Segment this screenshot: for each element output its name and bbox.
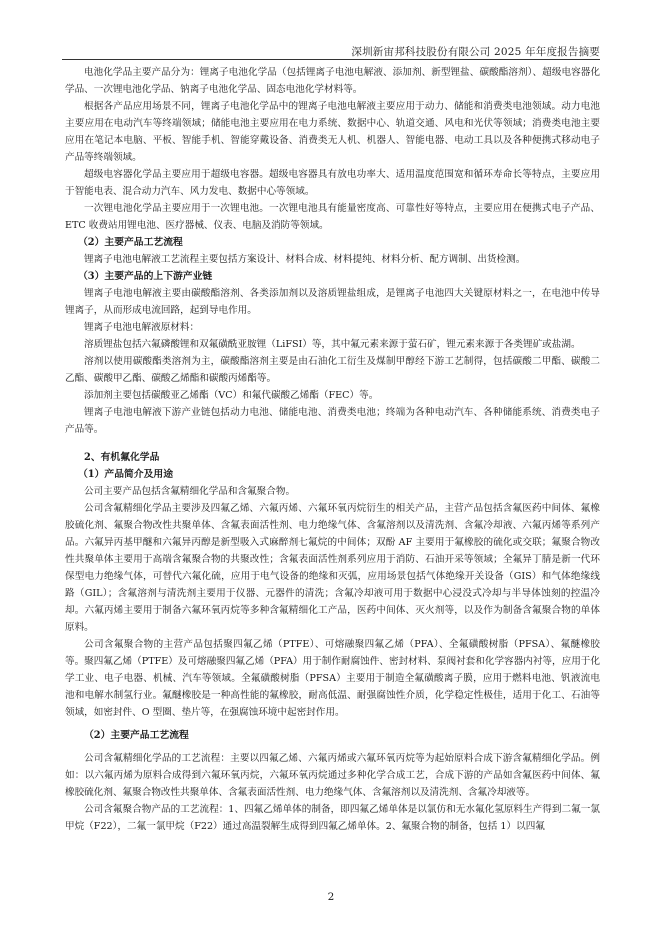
paragraph: 溶质锂盐包括六氟磷酸锂和双氟磺酰亚胺锂（LiFSI）等，其中氟元素来源于萤石矿，锂元素来源于各类锂矿或盐湖。 [84,339,581,350]
page-body [65,64,600,835]
paragraph: 公司含氟聚合物的主营产品包括聚四氟乙烯（PTFE）、可熔融聚四氟乙烯（PFA）、全氟磺酸树脂（PFSA）、氟醚橡胶等。聚四氟乙烯（PTFE）及可熔融聚四氟乙烯（PFA）用于制作耐腐蚀件、密封材料、泵阀衬套和化学容器内衬等，应用于化学工业、电子电器、机械、汽车等领域。全氟磺酸树脂（PFSA）主要用于制造全氟磺酸离子膜，应用于燃料电池、钒液流电池和电解水制氢行业。氟醚橡胶是一种高性能的氟橡胶，耐高低温、耐强腐蚀性介质，化学稳定性极佳，适用于化工、石油等领域，如密封件、O 型圈、垫片等，在强腐蚀环境中起密封作用。 [65,639,600,718]
subsection-heading: （3）主要产品的上下游产业链 [78,271,213,282]
paragraph: 锂离子电池电解液工艺流程主要包括方案设计、材料合成、材料提纯、材料分析、配方调制、出货检测。 [84,254,526,265]
header-divider [62,59,600,60]
paragraph: 公司主要产品包括含氟精细化学品和含氟聚合物。 [84,486,296,497]
paragraph: 锂离子电池电解液原材料： [84,322,200,333]
page-number: 2 [327,891,335,903]
paragraph: 一次锂电池化学品主要应用于一次锂电池。一次锂电池具有能量密度高、可靠性好等特点，主要应用在便携式电子产品、ETC 收费站用锂电池、医疗器械、仪表、电脑及消防等领域。 [65,203,600,231]
paragraph: 公司含氟精细化学品主要涉及四氟乙烯、六氟丙烯、六氟环氧丙烷衍生的相关产品，主营产品包括含氟医药中间体、氟橡胶硫化剂、氟聚合物改性共聚单体、含氟表面活性剂、电力绝缘气体、含氟溶剂以及清洗剂、含氟冷却液、六氟丙烯等系列产品。六氟异丙基甲醚和六氟异丙醇是新型吸入式麻醉剂七氟烷的中间体；双酚 AF 主要用于氟橡胶的硫化或交联；氟聚合物改性共聚单体主要用于高端含氟聚合物的共聚改性；含氟表面活性剂系列应用于消防、石油开采等领域；全氟异丁腈是新一代环保型电力绝缘气体，可替代六氟化硫，应用于电气设备的绝缘和灭弧，应用场景包括气体绝缘开关设备（GIS）和气体绝缘线路（GIL）；含氟溶剂与清洗剂主要用于仪器、元器件的清洗；含氟冷却液可用于数据中心浸没式冷却与半导体蚀刻的控温冷却。六氟丙烯主要用于制备六氟环氧丙烷等多种含氟精细化工产品，医药中间体、灭火剂等，以及作为制备含氟聚合物的单体原料。 [65,503,600,633]
page-header: 深圳新宙邦科技股份有限公司 2025 年年度报告摘要 [351,46,600,58]
paragraph: 电池化学品主要产品分为：锂离子电池化学品（包括锂离子电池电解液、添加剂、新型锂盐、碳酸酯溶剂）、超级电容器化学品、一次锂电池化学品、钠离子电池化学品、固态电池化学材料等。 [65,67,600,95]
paragraph: 锂离子电池电解液主要由碳酸酯溶剂、各类添加剂以及溶质锂盐组成，是锂离子电池四大关键原材料之一，在电池中传导锂离子，从而形成电流回路，起到导电作用。 [65,288,600,316]
subsection-heading: （1）产品简介及用途 [78,469,173,480]
paragraph: 公司含氟精细化学品的工艺流程：主要以四氟乙烯、六氟丙烯或六氟环氧丙烷等为起始原料合成下游含氟精细化学品。例如：以六氟丙烯为原料合成得到六氟环氧丙烷，六氟环氧丙烷通过多种化学合成工艺，合成下游的产品如含氟医药中间体、氟橡胶硫化剂、氟聚合物改性共聚单体、含氟表面活性剂、电力绝缘气体、含氟溶剂以及清洗剂、含氟冷却液等。 [65,753,600,798]
section-heading: 2、有机氟化学品 [84,452,160,463]
subsection-heading: （2）主要产品工艺流程 [84,730,189,741]
paragraph: 超级电容器化学品主要应用于超级电容器。超级电容器具有放电功率大、适用温度范围宽和循环寿命长等特点，主要应用于智能电表、混合动力汽车、风力发电、数据中心等领域。 [65,169,600,197]
paragraph: 添加剂主要包括碳酸亚乙烯酯（VC）和氟代碳酸乙烯酯（FEC）等。 [84,390,379,401]
paragraph: 公司含氟聚合物产品的工艺流程：1、四氟乙烯单体的制备，即四氟乙烯单体是以氯仿和无水氟化氢原料生产得到二氟一氯甲烷（F22），二氟一氯甲烷（F22）通过高温裂解生成得到四氟乙烯单体。2、氟聚合物的制备，包括 1）以四氟 [65,804,600,832]
paragraph: 锂离子电池电解液下游产业链包括动力电池、储能电池、消费类电池；终端为各种电动汽车、各种储能系统、消费类电子产品等。 [65,407,600,435]
paragraph: 溶剂以使用碳酸酯类溶剂为主，碳酸酯溶剂主要是由石油化工衍生及煤制甲醇经下游工艺制得，包括碳酸二甲酯、碳酸二乙酯、碳酸甲乙酯、碳酸乙烯酯和碳酸丙烯酯等。 [65,356,600,384]
subsection-heading: （2）主要产品工艺流程 [78,237,183,248]
paragraph: 根据各产品应用场景不同，锂离子电池化学品中的锂离子电池电解液主要应用于动力、储能和消费类电池领域。动力电池主要应用在电动汽车等终端领域；储能电池主要应用在电力系统、数据中心、轨道交通、风电和光伏等领域；消费类电池主要应用在笔记本电脑、平板、智能手机、智能穿戴设备、消费类无人机、机器人、智能电器、电动工具以及各种便携式移动电子产品等终端领域。 [65,101,600,163]
